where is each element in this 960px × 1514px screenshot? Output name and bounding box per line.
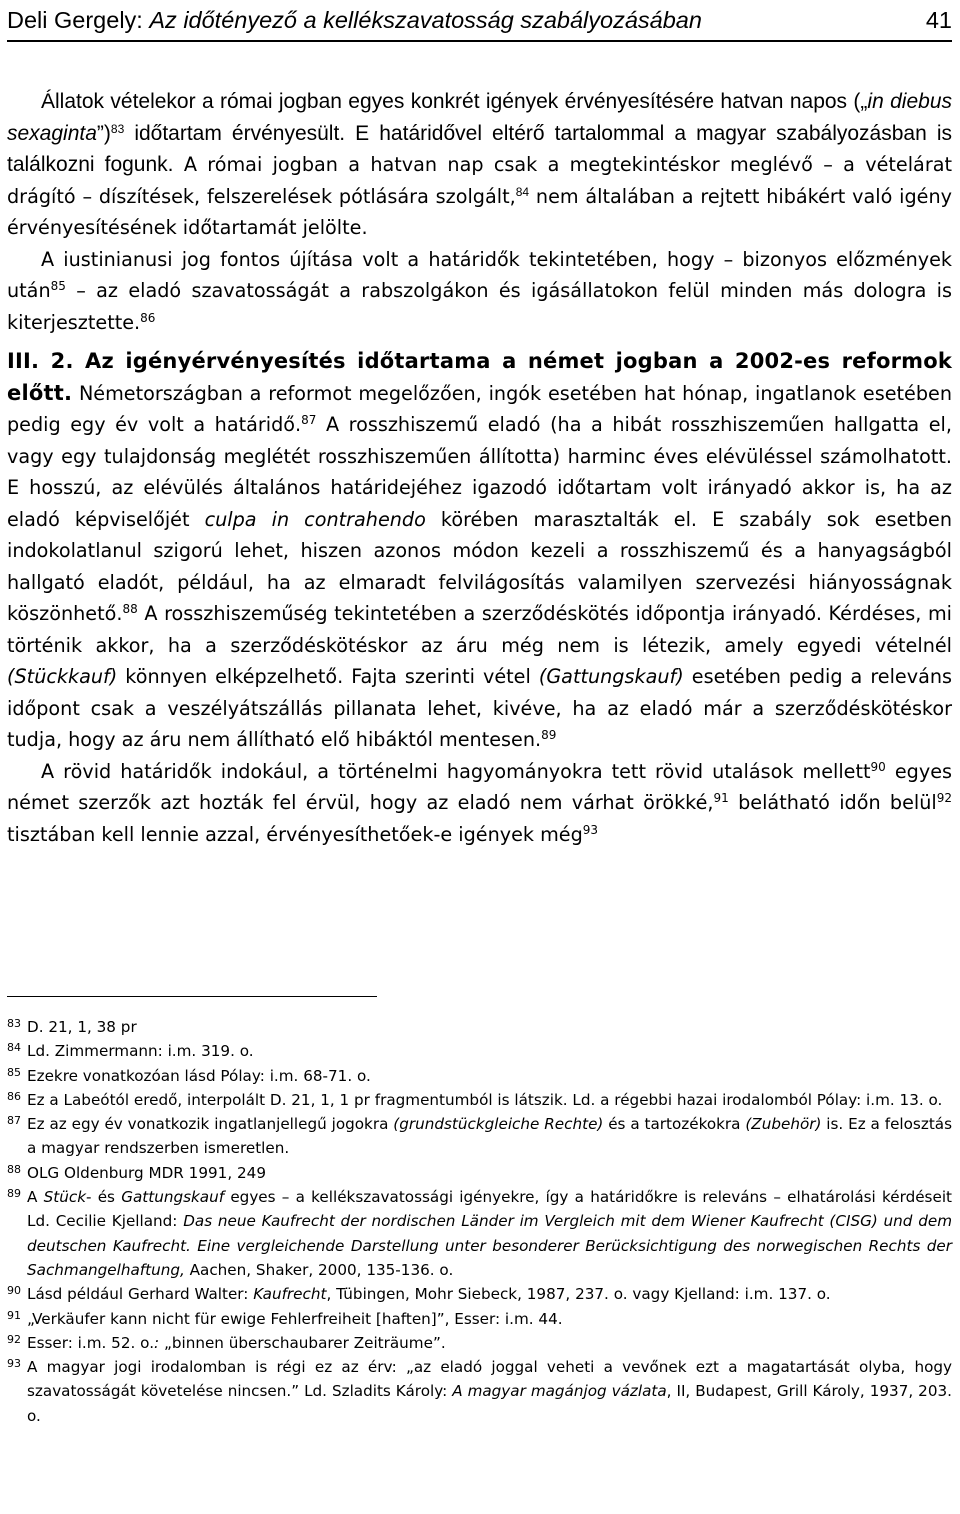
footnote-ref[interactable]: 86 bbox=[140, 310, 156, 325]
footnote-85 bbox=[7, 1064, 952, 1088]
footnote-84 bbox=[7, 1039, 952, 1063]
text-run: Esser: i.m. 52. o. bbox=[27, 1333, 155, 1352]
text-run-italic: in diebus sexaginta bbox=[7, 90, 953, 145]
text-run: „binnen überschaubarer Zeiträume”. bbox=[159, 1333, 446, 1352]
body-text bbox=[7, 86, 952, 850]
text-run: , Tübingen, Mohr Siebeck, 1987, 237. o. vagy Kjelland: i.m. 137. o. bbox=[326, 1285, 831, 1304]
footnote-number: 87 bbox=[7, 1114, 21, 1128]
header-author: Deli Gergely: bbox=[7, 6, 150, 33]
text-run: körében marasztalták el. E szabály sok esetben indokolatlanul szigorú lehet, hiszen azonos módon kezeli a rosszhiszemű és a hanyagságból hallgató eladót, például, ha az elmaradt felvilágosítás valamilyen szervezési hiányosságnak köszönhető. bbox=[7, 507, 952, 625]
footnote-text bbox=[27, 1310, 563, 1328]
text-run: belátható időn belül bbox=[728, 791, 937, 814]
footnote-number: 84 bbox=[7, 1041, 21, 1055]
text-run-italic: (Stückkauf) bbox=[7, 665, 118, 688]
footnote-ref[interactable]: 84 bbox=[515, 184, 530, 199]
text-run: is. Ez a felosztás a magyar rendszerben ismeretlen. bbox=[27, 1115, 952, 1158]
footnote-number: 86 bbox=[7, 1089, 21, 1103]
text-run-italic: Das neue Kaufrecht der nordischen Länder im Vergleich mit dem Wiener Kaufrecht (CISG) und dem deutschen Kaufrecht. Eine vergleichende Darstellung unter besonderer Berücksichtigung des norwegischen Rechts der Sachmangelhaftung, bbox=[27, 1212, 952, 1279]
paragraph-4 bbox=[7, 756, 952, 851]
text-run-italic: (Gattungskauf) bbox=[538, 665, 684, 688]
paragraph-2 bbox=[7, 244, 952, 339]
text-run: ”) bbox=[96, 121, 111, 145]
text-run: nem általában a rejtett hibákért való igény érvényesítésének időtartamát jelölte. bbox=[7, 184, 952, 239]
text-run-italic: Gattungskauf bbox=[121, 1188, 225, 1207]
footnote-number: 90 bbox=[7, 1284, 21, 1298]
footnote-ref[interactable]: 89 bbox=[541, 728, 557, 742]
header-article-title: Az időtényező a kellékszavatosság szabályozásában bbox=[149, 6, 702, 33]
text-run: könnyen elképzelhető. Fajta szerinti vétel bbox=[117, 665, 539, 688]
text-run-italic: A magyar magánjog vázlata bbox=[452, 1382, 667, 1401]
paragraph-1 bbox=[7, 86, 952, 244]
paragraph-3 bbox=[7, 346, 952, 756]
footnote-number: 93 bbox=[7, 1357, 21, 1371]
text-run: - és bbox=[86, 1188, 122, 1207]
text-run: , II, Budapest, Grill Károly, 1937, 203. o. bbox=[27, 1382, 952, 1425]
text-run: – az eladó szavatosságát a rabszolgákon és igásállatokon felül minden más dologra is kiterjesztette. bbox=[7, 279, 952, 334]
text-run: Aachen, Shaker, 2000, 135-136. o. bbox=[184, 1260, 454, 1279]
text-run: Ezekre vonatkozóan lásd Pólay: i.m. 68-71. o. bbox=[27, 1066, 371, 1085]
text-run: esetében pedig a releváns időpont csak a veszélyátszállás pillanata lehet, kivéve, ha az eladó már a szerződéskötéskor tudja, hogy az áru nem állítható elő hibáktól mentesen. bbox=[7, 665, 952, 751]
footnote-text bbox=[27, 1188, 952, 1279]
text-run: Ld. Zimmermann: i.m. 319. o. bbox=[27, 1042, 254, 1061]
footnote-92 bbox=[7, 1331, 952, 1355]
footnote-text bbox=[27, 1042, 254, 1060]
text-run: Állatok vételekor a római jogban egyes konkrét igények érvényesítésére hatvan napos („ bbox=[41, 90, 868, 113]
footnote-ref[interactable]: 88 bbox=[122, 602, 138, 616]
text-run: tisztában kell lennie azzal, érvényesíthetőek-e igények még bbox=[7, 822, 583, 846]
footnote-number: 88 bbox=[7, 1162, 21, 1176]
footnotes bbox=[7, 1015, 952, 1428]
footnote-ref[interactable]: 83 bbox=[110, 121, 125, 136]
text-run: időtartam érvényesült. E határidővel eltérő tartalommal a magyar szabályozásban is találkozni fogunk. bbox=[7, 121, 952, 176]
text-run: Lásd például Gerhard Walter: bbox=[27, 1285, 254, 1304]
text-run: A római jogban a hatvan nap csak a megtekintéskor meglévő – a vételárat drágító – díszítések, felszerelések pótlására szolgált, bbox=[7, 153, 952, 208]
footnote-86 bbox=[7, 1088, 952, 1112]
header-title bbox=[7, 7, 702, 34]
footnote-ref[interactable]: 92 bbox=[936, 791, 953, 805]
text-run-italic: : bbox=[154, 1333, 160, 1352]
text-run: Ez a Labeótól eredő, interpolált D. 21, 1, 1 pr fragmentumból is látszik. Ld. a régebbi hazai irodalomból Pólay: i.m. 13. o. bbox=[27, 1090, 943, 1109]
footnote-93 bbox=[7, 1355, 952, 1428]
text-run: A bbox=[27, 1188, 44, 1207]
running-header bbox=[7, 0, 952, 42]
footnote-text bbox=[27, 1334, 446, 1352]
footnote-83 bbox=[7, 1015, 952, 1039]
section-heading: III. 2. Az igényérvényesítés időtartama a német jogban a 2002-es reformok előtt. bbox=[7, 349, 952, 405]
footnote-text bbox=[27, 1018, 137, 1036]
text-run: „Verkäufer kann nicht für ewige Fehlerfreiheit [haften]”, Esser: i.m. 44. bbox=[27, 1309, 563, 1328]
footnote-89 bbox=[7, 1185, 952, 1282]
text-run: egyes német szerzők azt hozták fel érvül, hogy az eladó nem várhat örökké, bbox=[7, 759, 953, 814]
footnote-ref[interactable]: 93 bbox=[582, 822, 599, 837]
footnote-number: 85 bbox=[7, 1065, 21, 1079]
text-run-italic: Kaufrecht bbox=[253, 1285, 327, 1304]
footnote-text bbox=[27, 1115, 952, 1157]
text-run: és a tartozékokra bbox=[603, 1115, 746, 1134]
text-run: A rosszhiszeműség tekintetében a szerződéskötés időpontja irányadó. Kérdéses, mi történik akkor, ha a szerződéskötéskor az áru még nem is létezik, amely egyedi vételnél bbox=[7, 602, 952, 657]
text-run-italic: (grundstückgleiche Rechte) bbox=[393, 1115, 604, 1134]
footnote-ref[interactable]: 87 bbox=[301, 413, 317, 427]
footnote-text bbox=[27, 1285, 831, 1303]
footnote-ref[interactable]: 90 bbox=[870, 759, 886, 774]
page-number: 41 bbox=[925, 6, 952, 33]
footnote-number: 83 bbox=[7, 1017, 21, 1030]
text-run: OLG Oldenburg MDR 1991, 249 bbox=[27, 1163, 266, 1182]
text-run: A iustinianusi jog fontos újítása volt a határidők tekintetében, hogy – bizonyos előzmények után bbox=[7, 247, 952, 302]
footnote-number: 92 bbox=[7, 1332, 21, 1346]
text-run: egyes – a kellékszavatossági igényekre, így a határidőkre is releváns – elhatárolási kérdéseit Ld. Cecilie Kjelland: bbox=[27, 1188, 952, 1231]
footnote-separator bbox=[7, 996, 377, 997]
footnote-91 bbox=[7, 1307, 952, 1331]
footnote-87 bbox=[7, 1112, 952, 1161]
footnote-90 bbox=[7, 1282, 952, 1306]
text-run: D. 21, 1, 38 pr bbox=[27, 1018, 137, 1036]
text-run-italic: (Zubehör) bbox=[745, 1115, 822, 1134]
footnote-88 bbox=[7, 1161, 952, 1185]
text-run: Ez az egy év vonatkozik ingatlanjellegű jogokra bbox=[27, 1115, 394, 1134]
text-run: A rövid határidők indokául, a történelmi hagyományokra tett rövid utalások mellett bbox=[41, 759, 871, 783]
text-run: Németországban a reformot megelőzően, ingók esetében hat hónap, ingatlanok esetében pedig egy év volt a határidő. bbox=[7, 381, 952, 436]
text-run-italic: culpa in contrahendo bbox=[204, 507, 426, 531]
footnote-ref[interactable]: 85 bbox=[50, 279, 66, 293]
footnote-number: 91 bbox=[7, 1308, 21, 1322]
footnote-text bbox=[27, 1164, 266, 1182]
text-run-italic: Stück bbox=[43, 1188, 86, 1207]
footnote-number: 89 bbox=[7, 1187, 21, 1201]
footnote-text bbox=[27, 1091, 942, 1109]
text-run: A magyar jogi irodalomban is régi ez az érv: „az eladó joggal veheti a vevőnek ezt a magatartását olyba, hogy szavatosságát követelése nincsen.” Ld. Szladits Károly: bbox=[27, 1358, 952, 1401]
footnote-text bbox=[27, 1067, 371, 1085]
text-run: A rosszhiszemű eladó (ha a hibát rosszhiszeműen hallgatta el, vagy egy tulajdonság meglétét rosszhiszeműen állította) harminc éves elévüléssel számolhatott. E hosszú, az elévülés általános határidejéhez igazodó időtartam volt irányadó akkor is, ha az eladó képviselőjét bbox=[7, 413, 952, 531]
footnote-ref[interactable]: 91 bbox=[713, 791, 729, 805]
footnote-text bbox=[27, 1358, 952, 1425]
